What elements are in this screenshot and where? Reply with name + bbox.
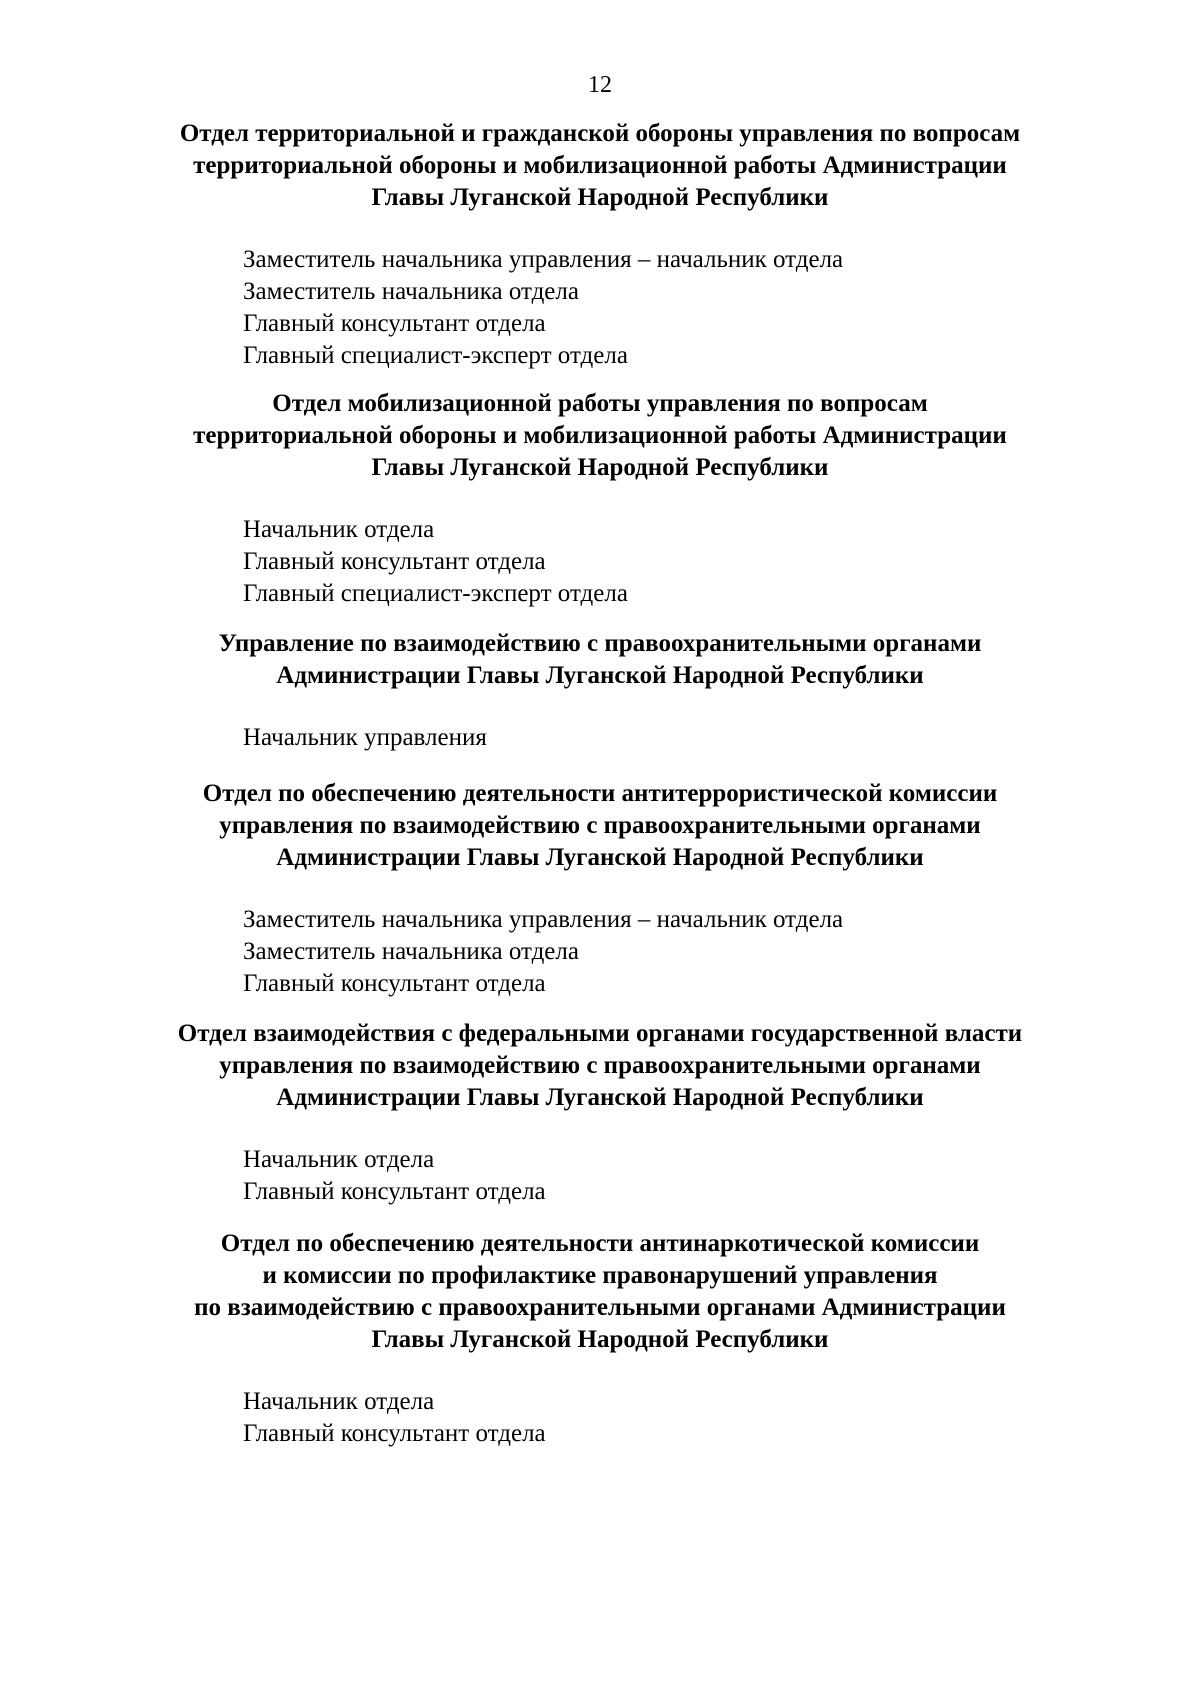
position-item: Заместитель начальника отдела [243,278,579,305]
section-title [0,1018,1200,1114]
section-title-line: Главы Луганской Народной Республики [371,1326,829,1353]
positions-list [0,244,1200,372]
section-title-line: Администрации Главы Луганской Народной Республики [276,844,924,871]
section-title-line: Отдел по обеспечению деятельности антитеррористической комиссии [202,780,998,807]
positions-list [0,514,1200,610]
position-item: Главный консультант отдела [243,310,546,337]
section-title-line: по взаимодействию с правоохранительными органами Администрации [194,1294,1006,1321]
position-item: Начальник управления [243,724,487,751]
section-title [0,778,1200,874]
position-item: Главный специалист-эксперт отдела [243,342,628,369]
position-item: Главный консультант отдела [243,970,546,997]
section-title-line: управления по взаимодействию с правоохранительными органами [219,812,981,839]
section-federal-authorities-interaction [0,1018,1200,1208]
position-item: Начальник отдела [243,516,435,543]
section-title-line: территориальной обороны и мобилизационной работы Администрации [193,152,1007,179]
section-title-line: Отдел взаимодействия с федеральными органами государственной власти [177,1020,1023,1047]
position-item: Начальник отдела [243,1388,435,1415]
section-mobilization-work [0,388,1200,610]
section-title-line: Администрации Главы Луганской Народной Республики [276,1084,924,1111]
section-territorial-civil-defense [0,118,1200,372]
section-title [0,388,1200,484]
section-title-line: Отдел по обеспечению деятельности антинаркотической комиссии [220,1230,980,1257]
section-title [0,118,1200,214]
section-title-line: Администрации Главы Луганской Народной Республики [276,662,924,689]
positions-list [0,904,1200,1000]
position-item: Главный консультант отдела [243,1178,546,1205]
positions-list [0,1144,1200,1208]
section-title-line: территориальной обороны и мобилизационной работы Администрации [193,422,1007,449]
position-item: Заместитель начальника отдела [243,938,579,965]
section-title-line: управления по взаимодействию с правоохранительными органами [219,1052,981,1079]
position-item: Главный консультант отдела [243,548,546,575]
position-item: Главный консультант отдела [243,1420,546,1447]
section-antiterrorist-commission [0,778,1200,1000]
section-antidrug-commission [0,1228,1200,1450]
section-title [0,628,1200,692]
position-item: Главный специалист-эксперт отдела [243,580,628,607]
section-title-line: и комиссии по профилактике правонарушений управления [262,1262,938,1289]
section-title-line: Главы Луганской Народной Республики [371,184,829,211]
section-title-line: Отдел мобилизационной работы управления по вопросам [272,390,928,417]
section-title-line: Главы Луганской Народной Республики [371,454,829,481]
positions-list [0,1386,1200,1450]
position-item: Начальник отдела [243,1146,435,1173]
section-law-enforcement-department [0,628,1200,754]
section-title-line: Управление по взаимодействию с правоохранительными органами [218,630,982,657]
page-number: 12 [588,72,612,98]
positions-list [0,722,1200,754]
section-title [0,1228,1200,1356]
section-title-line: Отдел территориальной и гражданской обороны управления по вопросам [179,120,1021,147]
position-item: Заместитель начальника управления – начальник отдела [243,246,844,273]
position-item: Заместитель начальника управления – начальник отдела [243,906,844,933]
